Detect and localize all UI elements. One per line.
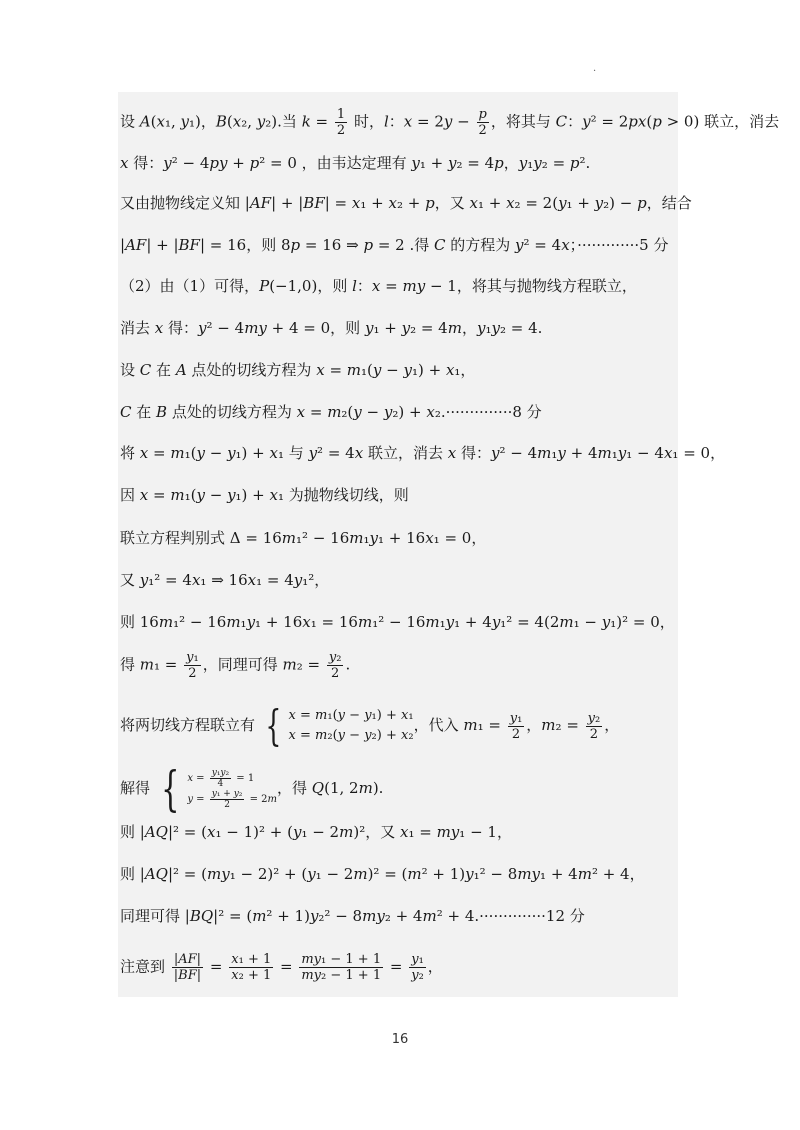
solution-line-16: 解得 { x = $\frac{\text{y₁y₂}}{4}$ = 1 y = $\frac{\text{y₁ + y₂}}{2}$ = 2m ，得 Q(1, 2m). [120, 761, 384, 817]
solution-line-17: 则 |AQ|² = (x₁ − 1)² + (y₁ − 2m)²，又 x₁ = my₁ − 1， [120, 823, 512, 841]
solution-line-15: 将两切线方程联立有 { x = m₁(y − y₁) + x₁ x = m₂(y − y₂) + x₂ ，代入 m₁ = $\frac{\text{y₁}}{2}$ ，m₂ = $\frac{\text{y₂}}{2}$ ， [120, 701, 620, 750]
solution-line-6: 消去 x 得：y² − 4my + 4 = 0，则 y₁ + y₂ = 4m，y₁y₂ = 4. [120, 319, 543, 337]
solution-line-9: 将 x = m₁(y − y₁) + x₁ 与 y² = 4x 联立，消去 x 得：y² − 4m₁y + 4m₁y₁ − 4x₁ = 0， [120, 444, 726, 462]
page-number: 16 [391, 1032, 409, 1047]
solution-line-10: 因 x = m₁(y − y₁) + x₁ 为抛物线切线，则 [120, 486, 409, 504]
solution-line-5: （2）由（1）可得，P(−1,0)，则 l：x = my − 1，将其与抛物线方程联立， [120, 277, 637, 295]
solution-line-20: 注意到 $\frac{|AF|}{|BF|}$ = $\frac{\text{x₁ + 1}}{\text{x₂ + 1}}$ = $\frac{\text{my₁ − 1 + 1}}{\text{my₂ − 1 + 1}}$ = $\frac{\text{y₁}}{\text{y₂}}$ ， [120, 952, 443, 983]
solution-line-12: 又 y₁² = 4x₁ ⇒ 16x₁ = 4y₁²， [120, 571, 330, 589]
solution-line-8: C 在 B 点处的切线方程为 x = m₂(y − y₂) + x₂.··············8 分 [120, 403, 542, 421]
solution-line-11: 联立方程判别式 Δ = 16m₁² − 16m₁y₁ + 16x₁ = 0， [120, 529, 487, 547]
solution-line-14: 得 m₁ = $\frac{\text{y₁}}{2}$ ，同理可得 m₂ = $\frac{\text{y₂}}{2}$ . [120, 650, 351, 681]
solution-line-7: 设 C 在 A 点处的切线方程为 x = m₁(y − y₁) + x₁， [120, 361, 476, 379]
solution-line-19: 同理可得 |BQ|² = (m² + 1)y₂² − 8my₂ + 4m² + 4.··············12 分 [120, 907, 585, 925]
solution-line-4: |AF| + |BF| = 16，则 8p = 16 ⇒ p = 2 .得 C 的方程为 y² = 4x；·············5 分 [120, 236, 669, 254]
solution-line-2: x 得：y² − 4py + p² = 0 ，由韦达定理有 y₁ + y₂ = 4p，y₁y₂ = p². [120, 154, 591, 172]
solution-line-13: 则 16m₁² − 16m₁y₁ + 16x₁ = 16m₁² − 16m₁y₁ + 4y₁² = 4(2m₁ − y₁)² = 0， [120, 613, 675, 631]
solution-line-1: 设 A(x₁, y₁)，B(x₂, y₂).当 k = $\frac{1}{2}$ 时，l：x = 2y − $\frac{p}{2}$ ，将其与 C：y² = 2px(p > 0) 联立，消去 [120, 107, 780, 138]
solution-line-18: 则 |AQ|² = (my₁ − 2)² + (y₁ − 2m)² = (m² + 1)y₁² − 8my₁ + 4m² + 4， [120, 865, 645, 883]
solution-line-3: 又由抛物线定义知 |AF| + |BF| = x₁ + x₂ + p，又 x₁ + x₂ = 2(y₁ + y₂) − p，结合 [120, 194, 692, 212]
corner-mark: · [593, 66, 597, 77]
